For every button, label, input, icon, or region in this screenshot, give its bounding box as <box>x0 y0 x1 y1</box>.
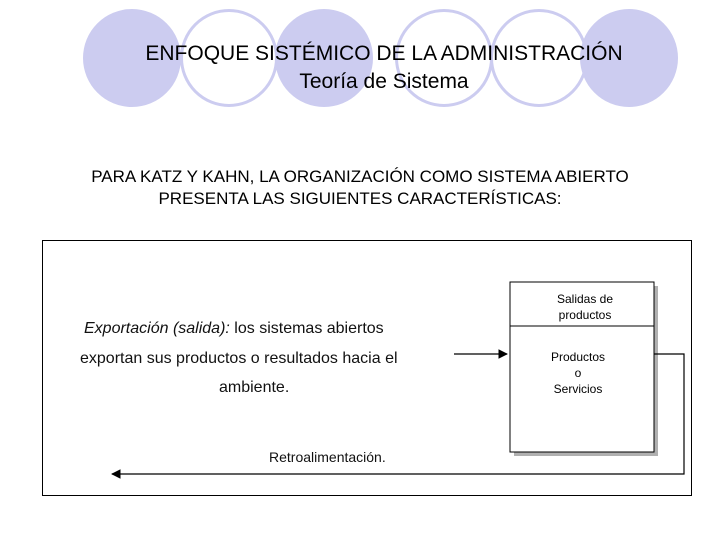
title-line-1: ENFOQUE SISTÉMICO DE LA ADMINISTRACIÓN <box>145 42 623 65</box>
output-header-line-2: productos <box>558 308 612 322</box>
output-box-header <box>532 291 638 323</box>
intro-line-2: PRESENTA LAS SIGUIENTES CARACTERÍSTICAS: <box>158 189 562 208</box>
export-line-3: ambiente. <box>219 379 290 396</box>
export-term: Exportación (salida): <box>84 320 230 337</box>
output-box-items <box>525 349 631 397</box>
output-header-line-1: Salidas de <box>556 292 614 306</box>
output-item-line-3: Servicios <box>553 382 603 396</box>
intro-line-1: PARA KATZ Y KAHN, LA ORGANIZACIÓN COMO SISTEMA ABIERTO <box>91 167 629 186</box>
export-line-1 <box>84 320 384 338</box>
export-line-1-rest: los sistemas abiertos <box>229 320 384 337</box>
title-line-2: Teoría de Sistema <box>299 70 469 93</box>
export-line-2: exportan sus productos o resultados hacia el <box>80 350 398 367</box>
output-item-line-2: o <box>574 366 582 380</box>
output-item-line-1: Productos <box>550 350 606 364</box>
feedback-label: Retroalimentación. <box>269 449 386 465</box>
